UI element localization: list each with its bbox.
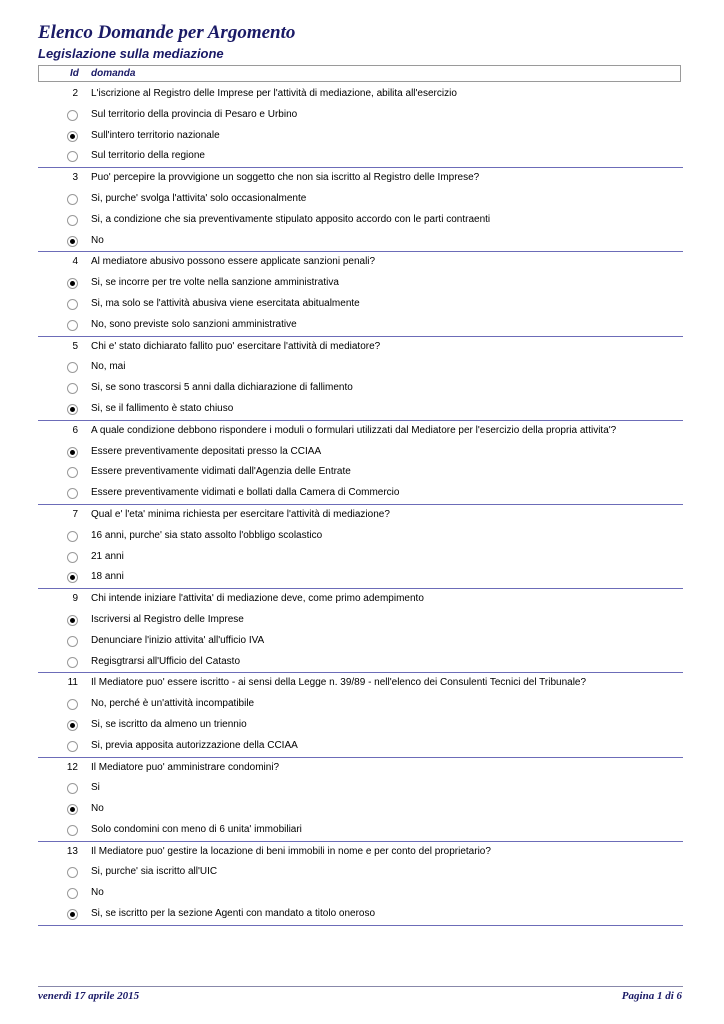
- answer-text: Iscriversi al Registro delle Imprese: [91, 613, 244, 625]
- radio-empty-icon[interactable]: [67, 657, 78, 668]
- radio-selected-icon[interactable]: [67, 278, 78, 289]
- answer-text: No: [91, 234, 104, 246]
- radio-empty-icon[interactable]: [67, 488, 78, 499]
- question-text: A quale condizione debbono rispondere i moduli o formulari utilizzati dal Mediatore per l'esercizio della propria attivita'?: [91, 424, 617, 436]
- question-text: Il Mediatore puo' essere iscritto - ai sensi della Legge n. 39/89 - nell'elenco dei Consulenti Tecnici del Tribunale?: [91, 677, 587, 689]
- radio-empty-icon[interactable]: [67, 636, 78, 647]
- radio-selected-icon[interactable]: [67, 131, 78, 142]
- radio-selected-icon[interactable]: [67, 615, 78, 626]
- question-list: [38, 84, 683, 926]
- question-block: [38, 673, 683, 757]
- answer-text: Essere preventivamente vidimati e bollati dalla Camera di Commercio: [91, 487, 400, 499]
- radio-empty-icon[interactable]: [67, 741, 78, 752]
- answer-option[interactable]: [38, 378, 683, 399]
- radio-empty-icon[interactable]: [67, 110, 78, 121]
- question-text: Il Mediatore puo' gestire la locazione di beni immobili in nome e per conto del proprietario?: [91, 845, 491, 857]
- question-row: [38, 589, 683, 610]
- question-id: 3: [72, 172, 78, 184]
- radio-selected-icon[interactable]: [67, 404, 78, 415]
- table-header: [38, 65, 681, 82]
- answer-option[interactable]: [38, 610, 683, 631]
- question-text: Il Mediatore puo' amministrare condomini?: [91, 761, 280, 773]
- question-block: [38, 252, 683, 336]
- question-text: Chi e' stato dichiarato fallito puo' esercitare l'attività di mediatore?: [91, 340, 381, 352]
- answer-option[interactable]: [38, 442, 683, 463]
- answer-option[interactable]: [38, 189, 683, 210]
- radio-empty-icon[interactable]: [67, 299, 78, 310]
- page-title: Elenco Domande per Argomento: [38, 22, 296, 43]
- question-id: 2: [72, 88, 78, 99]
- question-text: Qual e' l'eta' minima richiesta per esercitare l'attività di mediazione?: [91, 508, 390, 520]
- radio-empty-icon[interactable]: [67, 699, 78, 710]
- answer-text: No: [91, 803, 104, 815]
- question-text: L'iscrizione al Registro delle Imprese per l'attività di mediazione, abilita all'esercizio: [91, 88, 457, 99]
- answer-option[interactable]: [38, 483, 683, 504]
- answer-option[interactable]: [38, 231, 683, 252]
- question-row: [38, 842, 683, 863]
- answer-option[interactable]: [38, 799, 683, 820]
- question-id: 9: [72, 593, 78, 605]
- section-subtitle: Legislazione sulla mediazione: [38, 46, 224, 61]
- answer-text: Si, se il fallimento è stato chiuso: [91, 402, 234, 414]
- answer-text: No, perché è un'attività incompatibile: [91, 698, 255, 710]
- answer-text: Si, se iscritto da almeno un triennio: [91, 718, 247, 730]
- question-id: 13: [66, 845, 78, 857]
- answer-option[interactable]: [38, 631, 683, 652]
- answer-option[interactable]: [38, 273, 683, 294]
- question-block: [38, 758, 683, 842]
- answer-option[interactable]: [38, 399, 683, 420]
- radio-empty-icon[interactable]: [67, 888, 78, 899]
- answer-text: No, mai: [91, 361, 126, 373]
- radio-empty-icon[interactable]: [67, 531, 78, 542]
- question-id: 5: [72, 340, 78, 352]
- header-id: Id: [70, 68, 79, 79]
- question-block: [38, 168, 683, 252]
- answer-text: Sull'intero territorio nazionale: [91, 129, 220, 141]
- radio-selected-icon[interactable]: [67, 572, 78, 583]
- radio-empty-icon[interactable]: [67, 194, 78, 205]
- answer-option[interactable]: [38, 315, 683, 336]
- footer-date: venerdì 17 aprile 2015: [38, 990, 140, 1002]
- answer-text: Denunciare l'inizio attivita' all'ufficio IVA: [91, 634, 265, 646]
- question-id: 4: [72, 256, 78, 268]
- answer-text: 21 anni: [91, 550, 124, 562]
- question-text: Puo' percepire la provvigione un soggetto che non sia iscritto al Registro delle Imprese?: [91, 172, 480, 184]
- answer-text: Si, previa apposita autorizzazione della CCIAA: [91, 739, 298, 751]
- question-block: [38, 505, 683, 589]
- answer-text: Si, a condizione che sia preventivamente stipulato apposito accordo con le parti contraenti: [91, 213, 491, 225]
- question-text: Chi intende iniziare l'attivita' di mediazione deve, come primo adempimento: [91, 593, 424, 605]
- answer-text: Si, se iscritto per la sezione Agenti con mandato a titolo oneroso: [91, 908, 376, 920]
- question-row: [38, 673, 683, 694]
- question-text: Al mediatore abusivo possono essere applicate sanzioni penali?: [91, 256, 376, 268]
- answer-option[interactable]: [38, 146, 683, 167]
- answer-text: Si: [91, 782, 100, 794]
- radio-selected-icon[interactable]: [67, 909, 78, 920]
- answer-option[interactable]: [38, 715, 683, 736]
- footer-page-number: Pagina 1 di 6: [621, 990, 682, 1002]
- question-id: 7: [72, 508, 78, 520]
- answer-option[interactable]: [38, 294, 683, 315]
- answer-text: Essere preventivamente vidimati dall'Agenzia delle Entrate: [91, 466, 351, 478]
- answer-option[interactable]: [38, 736, 683, 757]
- answer-text: Si, se incorre per tre volte nella sanzione amministrativa: [91, 277, 339, 289]
- question-id: 11: [67, 677, 78, 689]
- answer-text: Sul territorio della provincia di Pesaro e Urbino: [91, 108, 298, 120]
- radio-empty-icon[interactable]: [67, 825, 78, 836]
- radio-empty-icon[interactable]: [67, 383, 78, 394]
- answer-option[interactable]: [38, 567, 683, 588]
- question-row: [38, 252, 683, 273]
- answer-text: Si, se sono trascorsi 5 anni dalla dichiarazione di fallimento: [91, 382, 353, 394]
- question-row: [38, 421, 683, 442]
- answer-option[interactable]: [38, 862, 683, 883]
- answer-option[interactable]: [38, 462, 683, 483]
- answer-option[interactable]: [38, 694, 683, 715]
- radio-selected-icon[interactable]: [67, 720, 78, 731]
- radio-selected-icon[interactable]: [67, 236, 78, 247]
- header-question: domanda: [91, 68, 136, 79]
- question-block: [38, 421, 683, 505]
- radio-selected-icon[interactable]: [67, 804, 78, 815]
- answer-option[interactable]: [38, 210, 683, 231]
- radio-empty-icon[interactable]: [67, 552, 78, 563]
- answer-text: Si, ma solo se l'attività abusiva viene esercitata abitualmente: [91, 297, 360, 309]
- question-block: [38, 842, 683, 926]
- answer-text: Solo condomini con meno di 6 unita' immobiliari: [91, 823, 302, 835]
- radio-selected-icon[interactable]: [67, 447, 78, 458]
- footer-divider: [38, 986, 683, 987]
- answer-text: Sul territorio della regione: [91, 150, 205, 162]
- radio-empty-icon[interactable]: [67, 783, 78, 794]
- question-block: [38, 589, 683, 673]
- answer-text: 18 anni: [91, 571, 124, 583]
- answer-text: Essere preventivamente depositati presso la CCIAA: [91, 445, 322, 457]
- answer-text: Si, purche' svolga l'attivita' solo occasionalmente: [91, 192, 307, 204]
- question-row: [38, 168, 683, 189]
- answer-option[interactable]: [38, 904, 683, 925]
- answer-option[interactable]: [38, 652, 683, 673]
- question-row: [38, 337, 683, 358]
- radio-empty-icon[interactable]: [67, 151, 78, 162]
- question-block: [38, 84, 683, 168]
- answer-text: No, sono previste solo sanzioni amministrative: [91, 318, 297, 330]
- answer-text: 16 anni, purche' sia stato assolto l'obbligo scolastico: [91, 529, 323, 541]
- answer-text: Si, purche' sia iscritto all'UIC: [91, 866, 218, 878]
- answer-text: No: [91, 887, 104, 899]
- answer-option[interactable]: [38, 547, 683, 568]
- answer-text: Regisgtrarsi all'Ufficio del Catasto: [91, 655, 241, 667]
- question-block: [38, 337, 683, 421]
- question-row: [38, 84, 683, 105]
- answer-option[interactable]: [38, 778, 683, 799]
- radio-empty-icon[interactable]: [67, 467, 78, 478]
- radio-empty-icon[interactable]: [67, 362, 78, 373]
- question-id: 6: [72, 424, 78, 436]
- answer-option[interactable]: [38, 820, 683, 841]
- answer-option[interactable]: [38, 526, 683, 547]
- answer-option[interactable]: [38, 883, 683, 904]
- question-row: [38, 758, 683, 779]
- answer-option[interactable]: [38, 357, 683, 378]
- radio-empty-icon[interactable]: [67, 320, 78, 331]
- radio-empty-icon[interactable]: [67, 867, 78, 878]
- question-id: 12: [66, 761, 78, 773]
- answer-option[interactable]: [38, 105, 683, 126]
- answer-option[interactable]: [38, 126, 683, 147]
- radio-empty-icon[interactable]: [67, 215, 78, 226]
- question-row: [38, 505, 683, 526]
